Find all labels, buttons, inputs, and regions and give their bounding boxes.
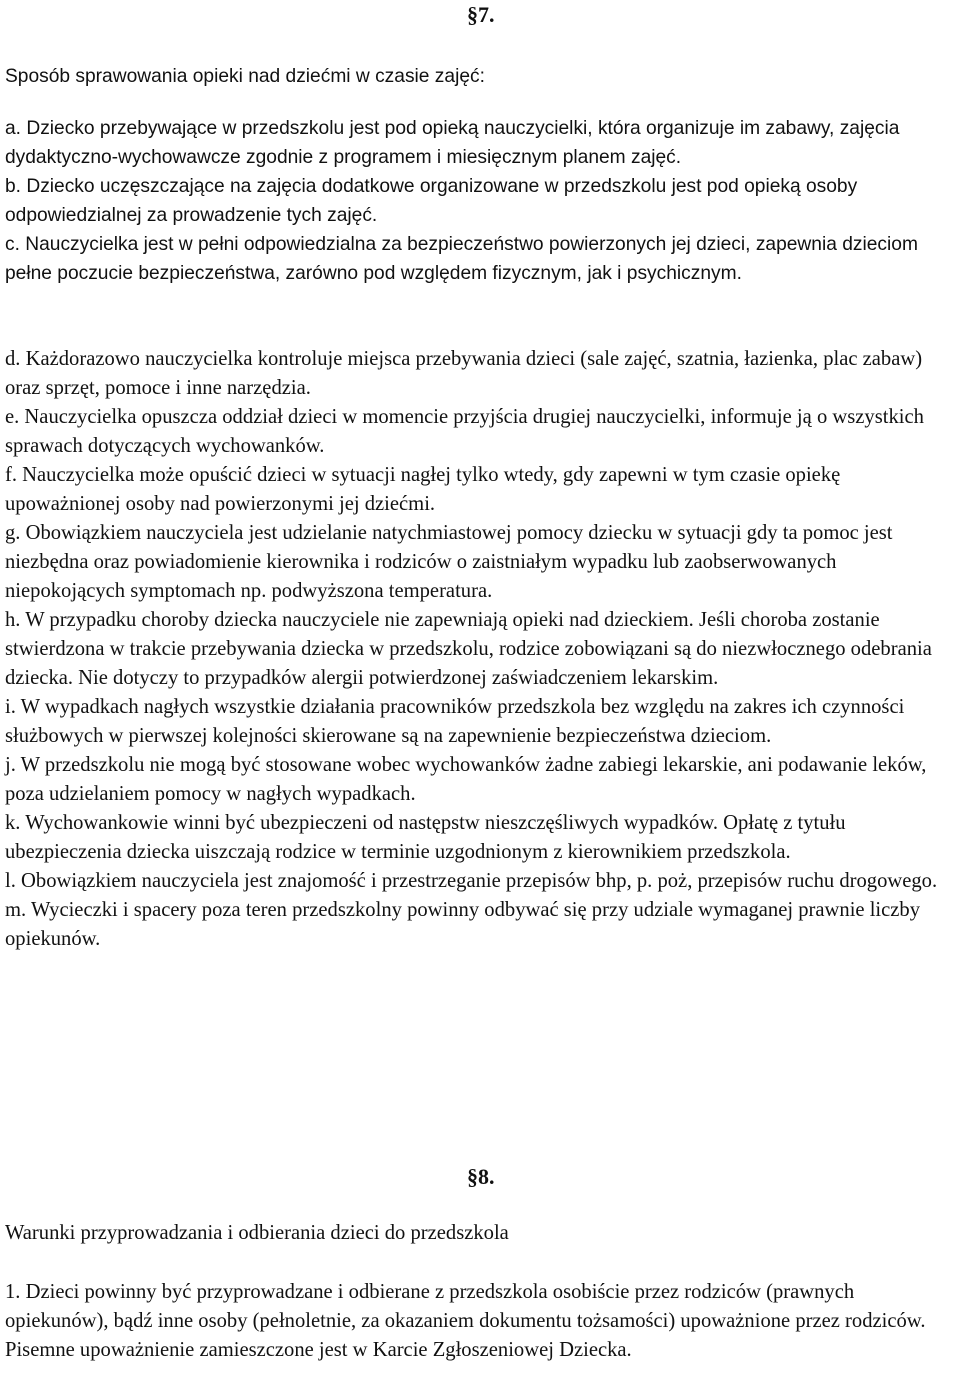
item-j: j. W przedszkolu nie mogą być stosowane wobec wychowanków żadne zabiegi lekarskie, ani podawanie leków, poza udzielaniem pomocy w nagłych wypadkach. (5, 754, 927, 805)
section-7-number: §7. (467, 2, 495, 27)
section-7-items-d-m (5, 345, 946, 954)
item-b: b. Dziecko uczęszczające na zajęcia dodatkowe organizowane w przedszkolu jest pod opieką osoby odpowiedzialnej za prowadzenie tych zajęć. (5, 176, 858, 226)
item-k: k. Wychowankowie winni być ubezpieczeni od następstw nieszczęśliwych wypadków. Opłatę z tytułu ubezpieczenia dziecka uiszczają rodzice w terminie uzgodnionym z kierownikiem przedszkola. (5, 812, 846, 863)
item-f: f. Nauczycielka może opuścić dzieci w sytuacji nagłej tylko wtedy, gdy zapewni w tym czasie opiekę upoważnionej osoby nad powierzonymi jej dziećmi. (5, 464, 841, 515)
item-1: 1. Dzieci powinny być przyprowadzane i odbierane z przedszkola osobiście przez rodziców (prawnych opiekunów), bądź inne osoby (pełnoletnie, za okazaniem dokumentu tożsamości) upoważnione przez rodziców. Pisemne upoważnienie zamieszczone jest w Karcie Zgłoszeniowej Dziecka. (5, 1281, 926, 1361)
item-e: e. Nauczycielka opuszcza oddział dzieci w momencie przyjścia drugiej nauczycielki, informuje ją o wszystkich sprawach dotyczących wychowanków. (5, 406, 924, 457)
section-7-items-a-c (5, 114, 946, 288)
item-d: d. Każdorazowo nauczycielka kontroluje miejsca przebywania dzieci (sale zajęć, szatnia, łazienka, plac zabaw) oraz sprzęt, pomoce i inne narzędzia. (5, 348, 923, 399)
item-a: a. Dziecko przebywające w przedszkolu jest pod opieką nauczycielki, która organizuje im zabawy, zajęcia dydaktyczno-wychowawcze zgodnie z programem i miesięcznym planem zajęć. (5, 118, 900, 168)
item-m: m. Wycieczki i spacery poza teren przedszkolny powinny odbywać się przy udziale wymaganej prawnie liczby opiekunów. (5, 899, 921, 950)
item-h: h. W przypadku choroby dziecka nauczyciele nie zapewniają opieki nad dzieckiem. Jeśli choroba zostanie stwierdzona w trakcie przebywania dziecka w przedszkolu, rodzice zobowiązani są do niezwłocznego odebrania dziecka. Nie dotyczy to przypadków alergii potwierdzonej zaświadczeniem lekarskim. (5, 609, 932, 689)
section-8-items (5, 1278, 946, 1365)
item-c: c. Nauczycielka jest w pełni odpowiedzialna za bezpieczeństwo powierzonych jej dzieci, zapewnia dzieciom pełne poczucie bezpieczeństwa, zarówno pod względem fizycznym, jak i psychicznym. (5, 234, 918, 284)
item-g: g. Obowiązkiem nauczyciela jest udzielanie natychmiastowej pomocy dziecku w sytuacji gdy ta pomoc jest niezbędna oraz powiadomienie kierownika i rodziców o zaistniałym wypadku lub zaobserwowanych niepokojących symptomach np. podwyższona temperatura. (5, 522, 893, 602)
section-8-number: §8. (467, 1164, 495, 1189)
section-7-title: Sposób sprawowania opieki nad dziećmi w czasie zajęć: (5, 66, 485, 87)
item-i: i. W wypadkach nagłych wszystkie działania pracowników przedszkola bez względu na zakres ich czynności służbowych w pierwszej kolejności skierowane są na zapewnienie bezpieczeństwa dzieciom. (5, 696, 905, 747)
section-8-title: Warunki przyprowadzania i odbierania dzieci do przedszkola (5, 1222, 509, 1244)
item-l: l. Obowiązkiem nauczyciela jest znajomość i przestrzeganie przepisów bhp, p. poż, przepisów ruchu drogowego. (5, 870, 938, 892)
